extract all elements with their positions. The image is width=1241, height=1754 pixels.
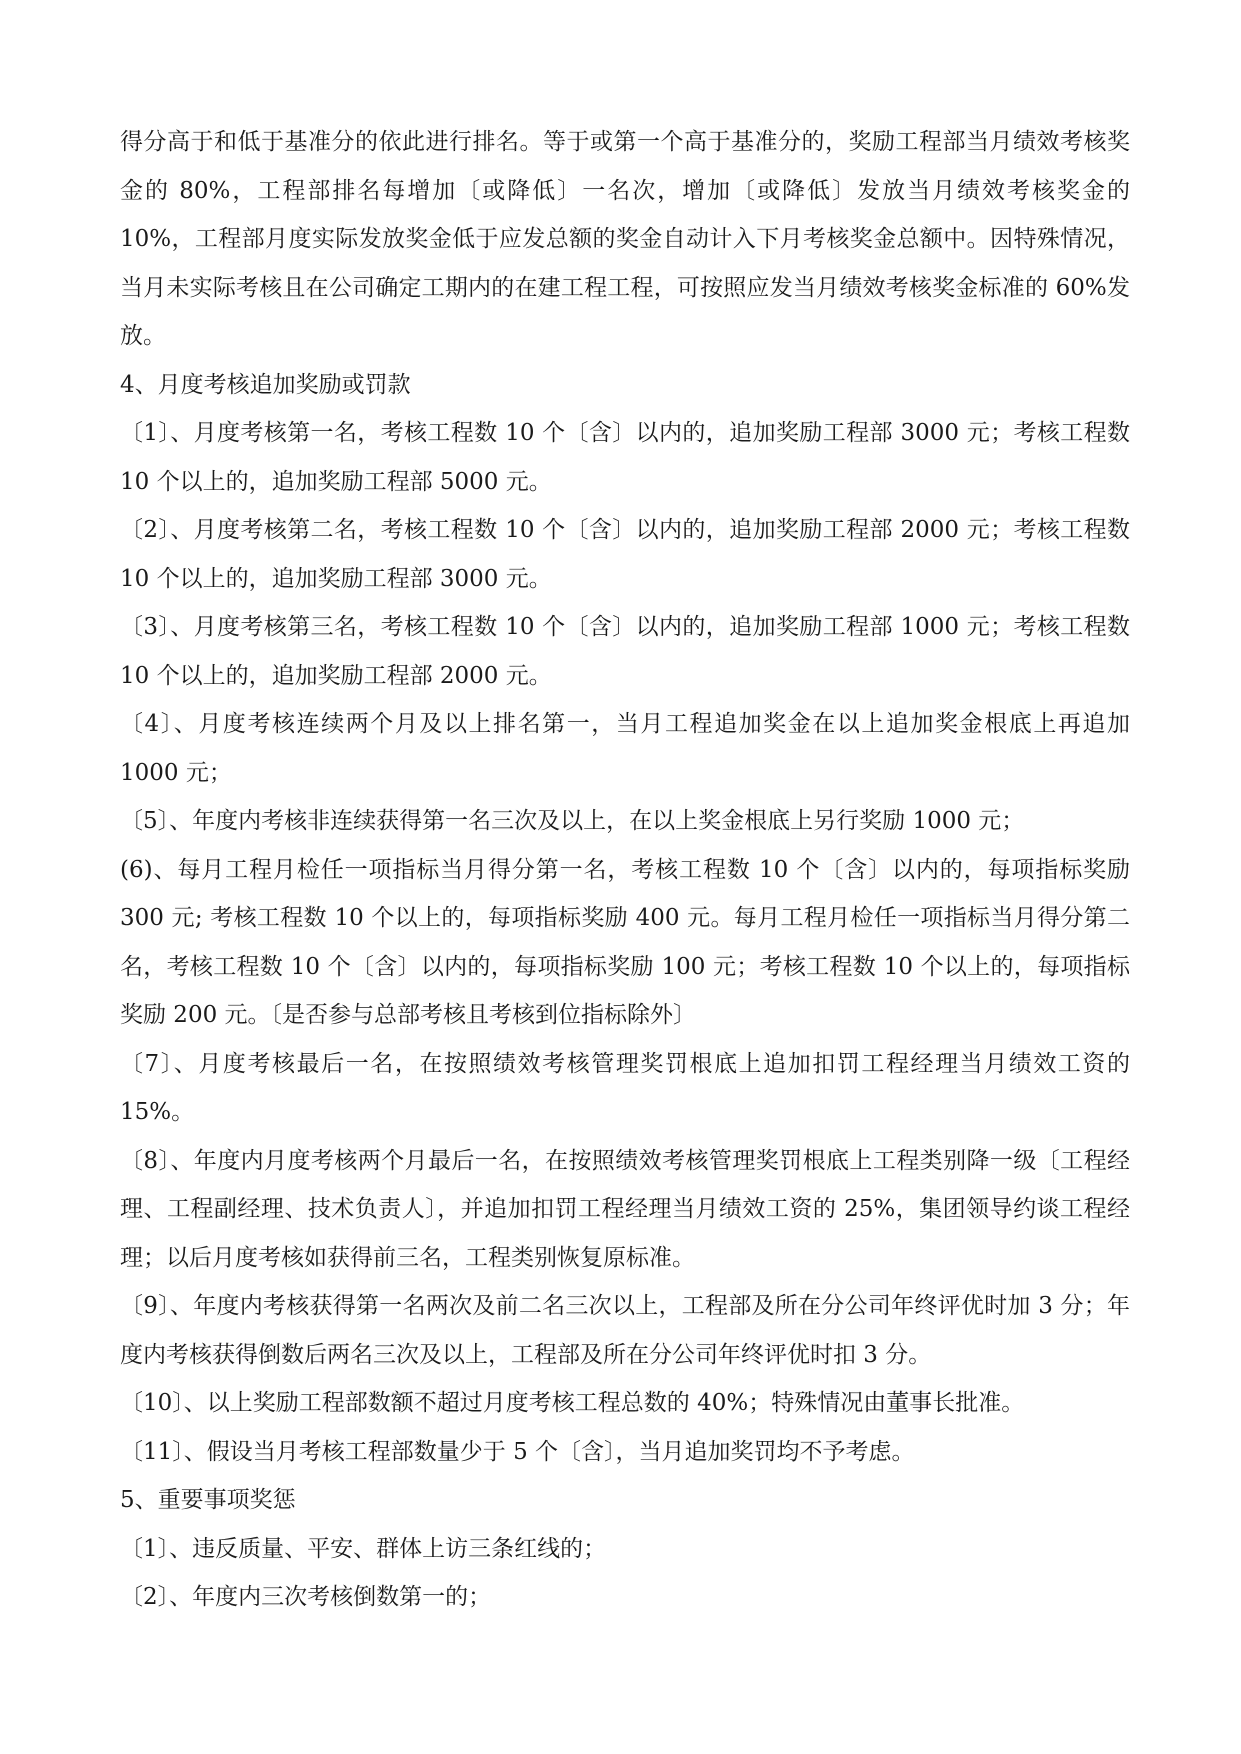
- paragraph-item-8: 〔8〕、年度内月度考核两个月最后一名，在按照绩效考核管理奖罚根底上工程类别降一级〔工程经理、工程副经理、技术负责人〕，并追加扣罚工程经理当月绩效工资的 25%，集团领导约谈工程经理；以后月度考核如获得前三名，工程类别恢复原标准。: [120, 1147, 1130, 1271]
- document-page: [120, 118, 1130, 1622]
- paragraph-item-11: 〔11〕、假设当月考核工程部数量少于 5 个〔含〕，当月追加奖罚均不予考虑。: [120, 1438, 915, 1465]
- paragraph-item-6: (6)、每月工程月检任一项指标当月得分第一名，考核工程数 10 个〔含〕以内的，每项指标奖励 300 元; 考核工程数 10 个以上的，每项指标奖励 400 元。每月工程月检任一项指标当月得分第二名，考核工程数 10 个〔含〕以内的，每项指标奖励 100 元；考核工程数 10 个以上的，每项指标奖励 200 元。〔是否参与总部考核且考核到位指标除外〕: [120, 856, 1130, 1028]
- paragraph-ranking-rules: 得分高于和低于基准分的依此进行排名。等于或第一个高于基准分的，奖励工程部当月绩效考核奖金的 80%，工程部排名每增加〔或降低〕一名次，增加〔或降低〕发放当月绩效考核奖金的 10%，工程部月度实际发放奖金低于应发总额的奖金自动计入下月考核奖金总额中。因特殊情况，当月未实际考核且在公司确定工期内的在建工程工程，可按照应发当月绩效考核奖金标准的 60%发放。: [120, 129, 1130, 349]
- paragraph-item-10: 〔10〕、以上奖励工程部数额不超过月度考核工程总数的 40%；特殊情况由董事长批准。: [120, 1390, 1025, 1416]
- paragraph-item-5: 〔5〕、年度内考核非连续获得第一名三次及以上，在以上奖金根底上另行奖励 1000 元；: [120, 808, 1025, 834]
- paragraph-item-7: 〔7〕、月度考核最后一名，在按照绩效考核管理奖罚根底上追加扣罚工程经理当月绩效工资的 15%。: [120, 1050, 1130, 1125]
- paragraph-major-item-1: 〔1〕、违反质量、平安、群体上访三条红线的；: [120, 1535, 607, 1562]
- paragraph-item-9: 〔9〕、年度内考核获得第一名两次及前二名三次以上，工程部及所在分公司年终评优时加 3 分；年度内考核获得倒数后两名三次及以上，工程部及所在分公司年终评优时扣 3 分。: [120, 1293, 1130, 1368]
- paragraph-item-4: 〔4〕、月度考核连续两个月及以上排名第一，当月工程追加奖金在以上追加奖金根底上再追加 1000 元；: [120, 711, 1130, 786]
- paragraph-item-1: 〔1〕、月度考核第一名，考核工程数 10 个〔含〕以内的，追加奖励工程部 3000 元；考核工程数 10 个以上的，追加奖励工程部 5000 元。: [120, 420, 1130, 495]
- heading-monthly-extra-rewards: 4、月度考核追加奖励或罚款: [120, 371, 411, 398]
- heading-major-matters: 5、重要事项奖惩: [120, 1487, 296, 1513]
- paragraph-item-2: 〔2〕、月度考核第二名，考核工程数 10 个〔含〕以内的，追加奖励工程部 2000 元；考核工程数 10 个以上的，追加奖励工程部 3000 元。: [120, 517, 1130, 592]
- paragraph-major-item-2: 〔2〕、年度内三次考核倒数第一的；: [120, 1584, 492, 1610]
- paragraph-item-3: 〔3〕、月度考核第三名，考核工程数 10 个〔含〕以内的，追加奖励工程部 1000 元；考核工程数 10 个以上的，追加奖励工程部 2000 元。: [120, 614, 1130, 689]
